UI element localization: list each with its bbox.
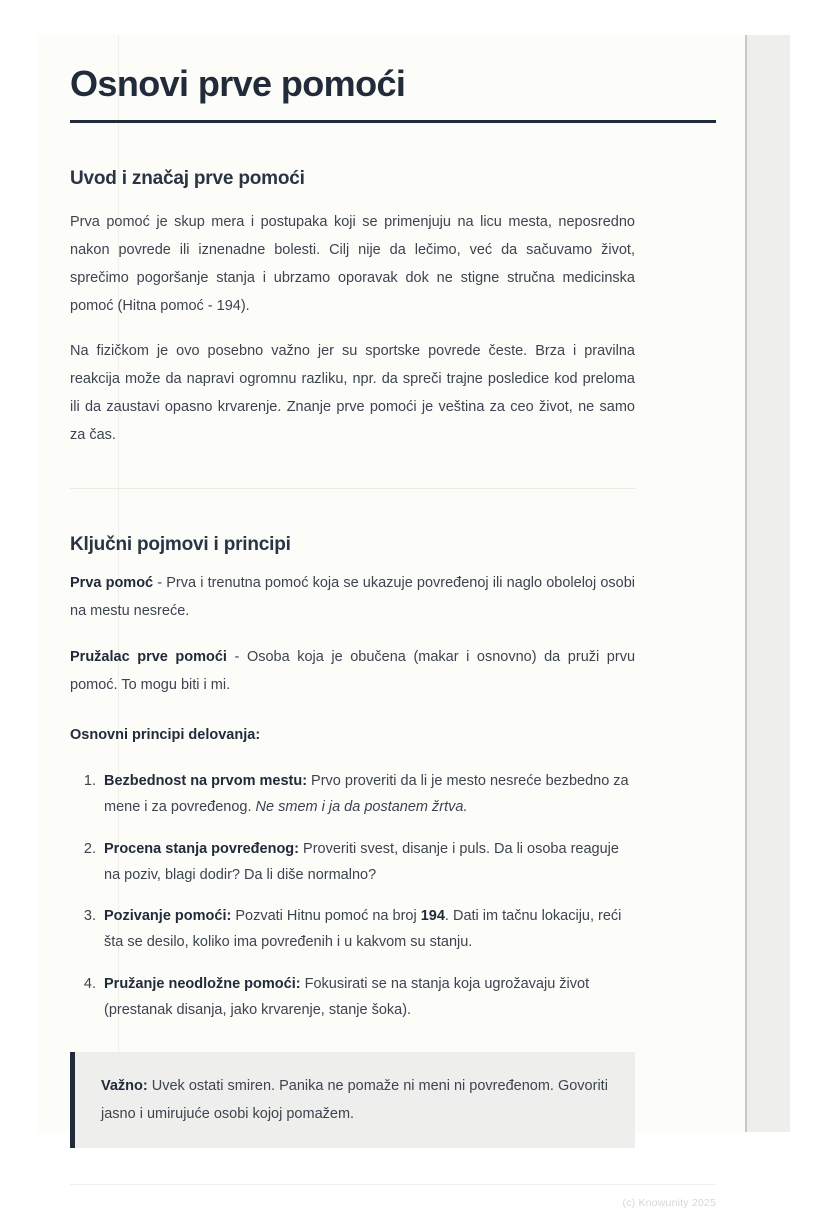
list-item-term: Pružanje neodložne pomoći: xyxy=(104,976,301,993)
list-item xyxy=(100,972,635,1024)
list-item-term: Bezbednost na prvom mestu: xyxy=(104,773,308,790)
list-item-tail: . Dati im tačnu lokaciju, reći šta se desilo, koliko ima povređenih i u kakvom su stanju. xyxy=(104,908,622,951)
intro-paragraph-2: Na fizičkom je ovo posebno važno jer su sportske povrede česte. Brza i pravilna reakcija može da napravi ogromnu razliku, npr. da spreči trajne posledice kod preloma ili da zaustavi opasno krvarenje. Znanje prve pomoći je veština za ceo život, ne samo za čas. xyxy=(70,343,635,443)
list-item-text: Fokusirati se na stanja koja ugrožavaju život (prestanak disanja, jako krvarenje, stanje šoka). xyxy=(104,976,590,1018)
definition-text: Prva i trenutna pomoć koja se ukazuje povređenoj ili naglo oboleloj osobi na mestu nesreće. xyxy=(70,575,636,620)
list-item xyxy=(100,769,635,821)
footer-copyright: (c) Knowunity 2025 xyxy=(622,1197,716,1209)
page-title-text: Osnovi prve pomoći xyxy=(70,63,406,104)
list-item-text: Prvo proveriti da li je mesto nesreće bezbedno za mene i za povređenog. xyxy=(104,773,629,816)
definition-item xyxy=(70,644,635,700)
callout-label: Važno: xyxy=(101,1077,148,1094)
list-item-text: Proveriti svest, disanje i puls. Da li osoba reaguje na poziv, blagi dodir? Da li diše normalno? xyxy=(104,840,619,883)
definition-separator: - xyxy=(153,575,167,592)
definition-text: Osoba koja je obučena (makar i osnovno) da pruži prvu pomoć. To mogu biti i mi. xyxy=(70,649,636,693)
callout-paragraph xyxy=(101,1072,611,1129)
section-heading-intro: Uvod i značaj prve pomoći xyxy=(70,168,305,190)
document-content xyxy=(70,63,716,1209)
intro-paragraph-1: Prva pomoć je skup mera i postupaka koji se primenjuju na licu mesta, neposredno nakon povrede ili iznenadne bolesti. Cilj nije da lečimo, već da sačuvamo život, sprečimo pogoršanje stanja i ubrzamo oporavak dok ne stigne stručna medicinska pomoć (Hitna pomoć - 194). xyxy=(70,214,635,314)
principles-label: Osnovni principi delovanja: xyxy=(70,726,261,743)
important-callout xyxy=(70,1052,635,1149)
definition-separator: - xyxy=(226,649,247,666)
definition-item xyxy=(70,570,635,626)
list-item-italic: Ne smem i ja da postanem žrtva. xyxy=(255,799,468,816)
list-item xyxy=(100,904,635,956)
page-right-gutter[interactable] xyxy=(745,35,790,1132)
definition-term: Prva pomoć xyxy=(70,575,154,592)
principles-list xyxy=(70,769,635,1023)
page-title xyxy=(70,64,635,104)
list-item xyxy=(100,837,635,889)
section-divider xyxy=(70,488,635,489)
footer-divider xyxy=(70,1184,716,1185)
definition-term: Pružalac prve pomoći xyxy=(70,649,227,666)
section-heading-key-concepts: Ključni pojmovi i principi xyxy=(70,533,291,555)
list-item-inline-bold: 194 xyxy=(420,908,445,925)
list-item-text: Pozvati Hitnu pomoć na broj xyxy=(231,908,421,925)
callout-text: Uvek ostati smiren. Panika ne pomaže ni meni ni povređenom. Govoriti jasno i umirujuće osobi kojoj pomažem. xyxy=(101,1077,608,1122)
list-item-term: Pozivanje pomoći: xyxy=(104,908,232,925)
title-underline-rule xyxy=(70,120,716,123)
list-item-term: Procena stanja povređenog: xyxy=(104,840,299,857)
